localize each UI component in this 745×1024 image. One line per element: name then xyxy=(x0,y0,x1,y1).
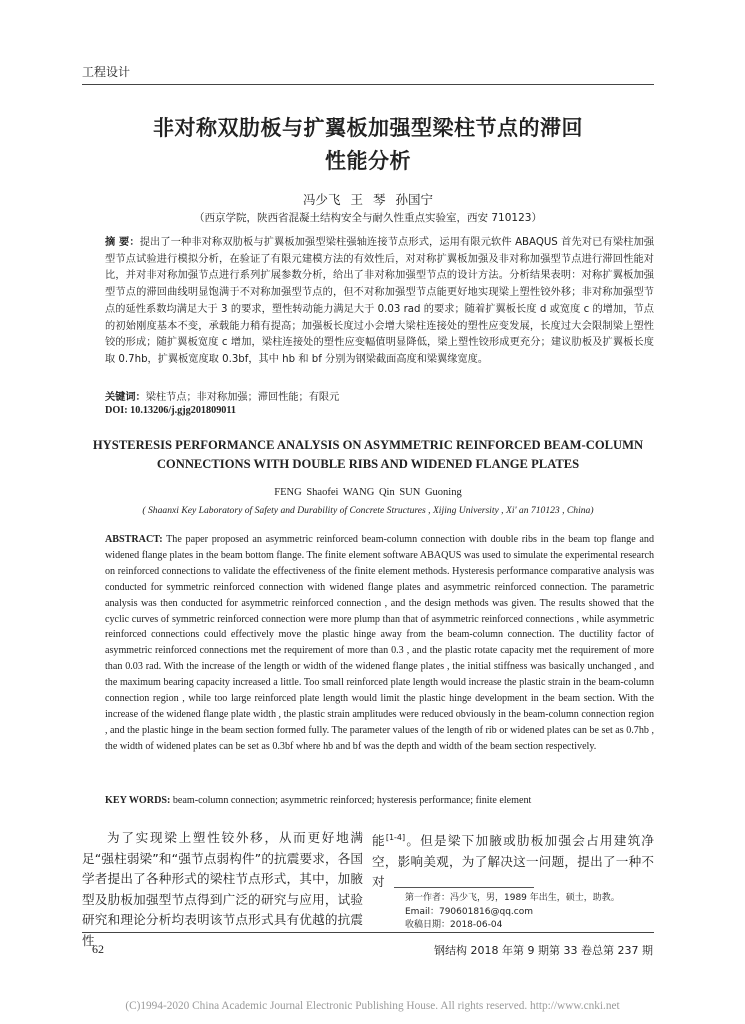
chinese-title xyxy=(82,112,654,178)
journal-info: 钢结构 2018 年第 9 期第 33 卷总第 237 期 xyxy=(434,944,653,957)
chinese-title-line-1: 非对称双肋板与扩翼板加强型梁柱节点的滞回 xyxy=(153,116,583,140)
footnote-email: Email：790601816@qq.com xyxy=(405,906,534,917)
chinese-keywords-text: 梁柱节点；非对称加强；滞回性能；有限元 xyxy=(145,392,340,403)
english-title xyxy=(82,436,654,473)
chinese-abstract-label: 摘 要： xyxy=(105,237,140,248)
footer-divider xyxy=(82,932,654,933)
footnote-author-info: 第一作者：冯少飞，男，1989 年出生，硕士，助教。 xyxy=(405,893,620,903)
chinese-keywords-label: 关键词： xyxy=(105,392,146,403)
english-abstract xyxy=(105,532,654,755)
section-label: 工程设计 xyxy=(82,65,131,79)
body-text-left-column: 为了实现梁上塑性铰外移，从而更好地满足“强柱弱梁”和“强节点弱构件”的抗震要求，各国学者提出了各种形式的梁柱节点形式，其中，加腋型及肋板加强型节点得到广泛的研究与应用，试验研究和理论分析均表明该节点形式具有优越的抗震性 xyxy=(82,830,363,948)
english-abstract-label: ABSTRACT: xyxy=(105,534,163,545)
body-right-text-start: 能 xyxy=(372,833,386,849)
body-text-right-column xyxy=(372,828,654,893)
footnote xyxy=(405,892,654,933)
footnote-received-date: 收稿日期：2018-06-04 xyxy=(405,920,503,930)
chinese-abstract xyxy=(105,235,654,369)
citation: [1-4] xyxy=(385,833,406,842)
english-keywords-text: beam-column connection; asymmetric reinforced; hysteresis performance; finite element xyxy=(172,795,532,806)
english-authors: FENG Shaofei WANG Qin SUN Guoning xyxy=(274,487,462,498)
english-title-line-1: HYSTERESIS PERFORMANCE ANALYSIS ON ASYMMETRIC REINFORCED BEAM-COLUMN xyxy=(92,438,644,452)
english-affiliation: ( Shaanxi Key Laboratory of Safety and Durability of Concrete Structures , Xijing University , Xi' an 710123 , China) xyxy=(142,505,594,516)
english-keywords xyxy=(105,795,654,806)
english-title-line-2: CONNECTIONS WITH DOUBLE RIBS AND WIDENED FLANGE PLATES xyxy=(156,456,580,471)
english-keywords-label: KEY WORDS: xyxy=(105,795,171,806)
chinese-abstract-text: 提出了一种非对称双肋板与扩翼板加强型梁柱强轴连接节点形式，运用有限元软件 ABAQUS 首先对已有梁柱加强型节点试验进行模拟分析，在验证了有限元建模方法的有效性后，对对称扩翼板加强及非对称加强型节点进行滞回性能对比，并对非对称加强节点进行系列扩展参数分析，给出了非对称加强型节点的设计方法。分析结果表明：对称扩翼板加强型节点的滞回曲线明显饱满于不对称加强型节点的，但不对称加强型节点能更好地实现梁上塑性铰外移；非对称加强型节点的延性系数均满足大于 3 的要求，塑性转动能力满足大于 0.03 rad 的要求；随着扩翼板长度 d 或宽度 c 的增加，节点的初始刚度基本不变，承载能力稍有提高；加强板长度过小会增大梁柱连接处的塑性应变发展，长度过大会限制梁上塑性铰的形成；随扩翼板宽度 c 增加，梁柱连接处的塑性应变幅值明显降低，梁上塑性铰形成更充分；建议肋板及扩翼板长度取 0.7hb，扩翼板宽度取 0.3bf，其中 hb 和 bf 分别为钢梁截面高度和梁翼缘宽度。 xyxy=(105,237,655,365)
header-divider xyxy=(82,84,654,85)
copyright-notice: (C)1994-2020 China Academic Journal Electronic Publishing House. All rights reserved. http://www.cnki.net xyxy=(125,1000,620,1012)
chinese-keywords xyxy=(105,388,654,403)
page-number: 62 xyxy=(92,942,104,956)
english-abstract-text: The paper proposed an asymmetric reinforced beam-column connection with double ribs in the beam top flange and widened flange plates in the beam bottom flange. The finite element software ABAQUS was used to simulate the experimental research on reinforced connections to validate the effectiveness of the finite element methods. Hysteresis performance comparative analysis was conducted for symmetric reinforced connection with widened flange plates and asymmetric reinforced connection. The parametric analysis was then conducted for asymmetric reinforced connection , and the design methods was given. The results showed that the cyclic curves of symmetric reinforced connection were more plump than that of asymmetric reinforced connections , while asymmetric reinforced connections could effectively move the plastic hinge away from the beam-column connection. The ductility factor of asymmetric reinforced connections met the requirement of more than 0.3 , and the plastic rotate capacity met the requirement of more than 0.03 rad. With the increase of the length or width of the widened flange plates , the initial stiffness was basically unchanged , and the maximum bearing capacity increased a little. Too small reinforced plate length would increase the plastic strain in the beam-column connection region , while too large reinforced plate length would limit the plastic hinge development in the beam section. With the increase of the widened flange plate width , the plastic strain amplitudes were reduced obviously in the beam-column connection region , and the plastic hinge in the beam section formed fully. The parameter values of the length of rib or widened plates can be set as 0.7hb , the width of widened plates can be set as 0.3bf where hb and bf was the depth and width of the beam section respectively. xyxy=(105,534,655,752)
chinese-affiliation: （西京学院，陕西省混凝土结构安全与耐久性重点实验室，西安 710123） xyxy=(194,212,542,224)
body-right-text-rest: 。但是梁下加腋或肋板加强会占用建筑净空，影响美观，为了解决这一问题，提出了一种不对 xyxy=(372,833,655,890)
footnote-divider xyxy=(394,887,534,888)
doi: DOI: 10.13206/j.gjg201809011 xyxy=(105,405,237,416)
chinese-title-line-2: 性能分析 xyxy=(325,149,411,173)
chinese-authors: 冯少飞 王 琴 孙国宁 xyxy=(303,192,433,207)
